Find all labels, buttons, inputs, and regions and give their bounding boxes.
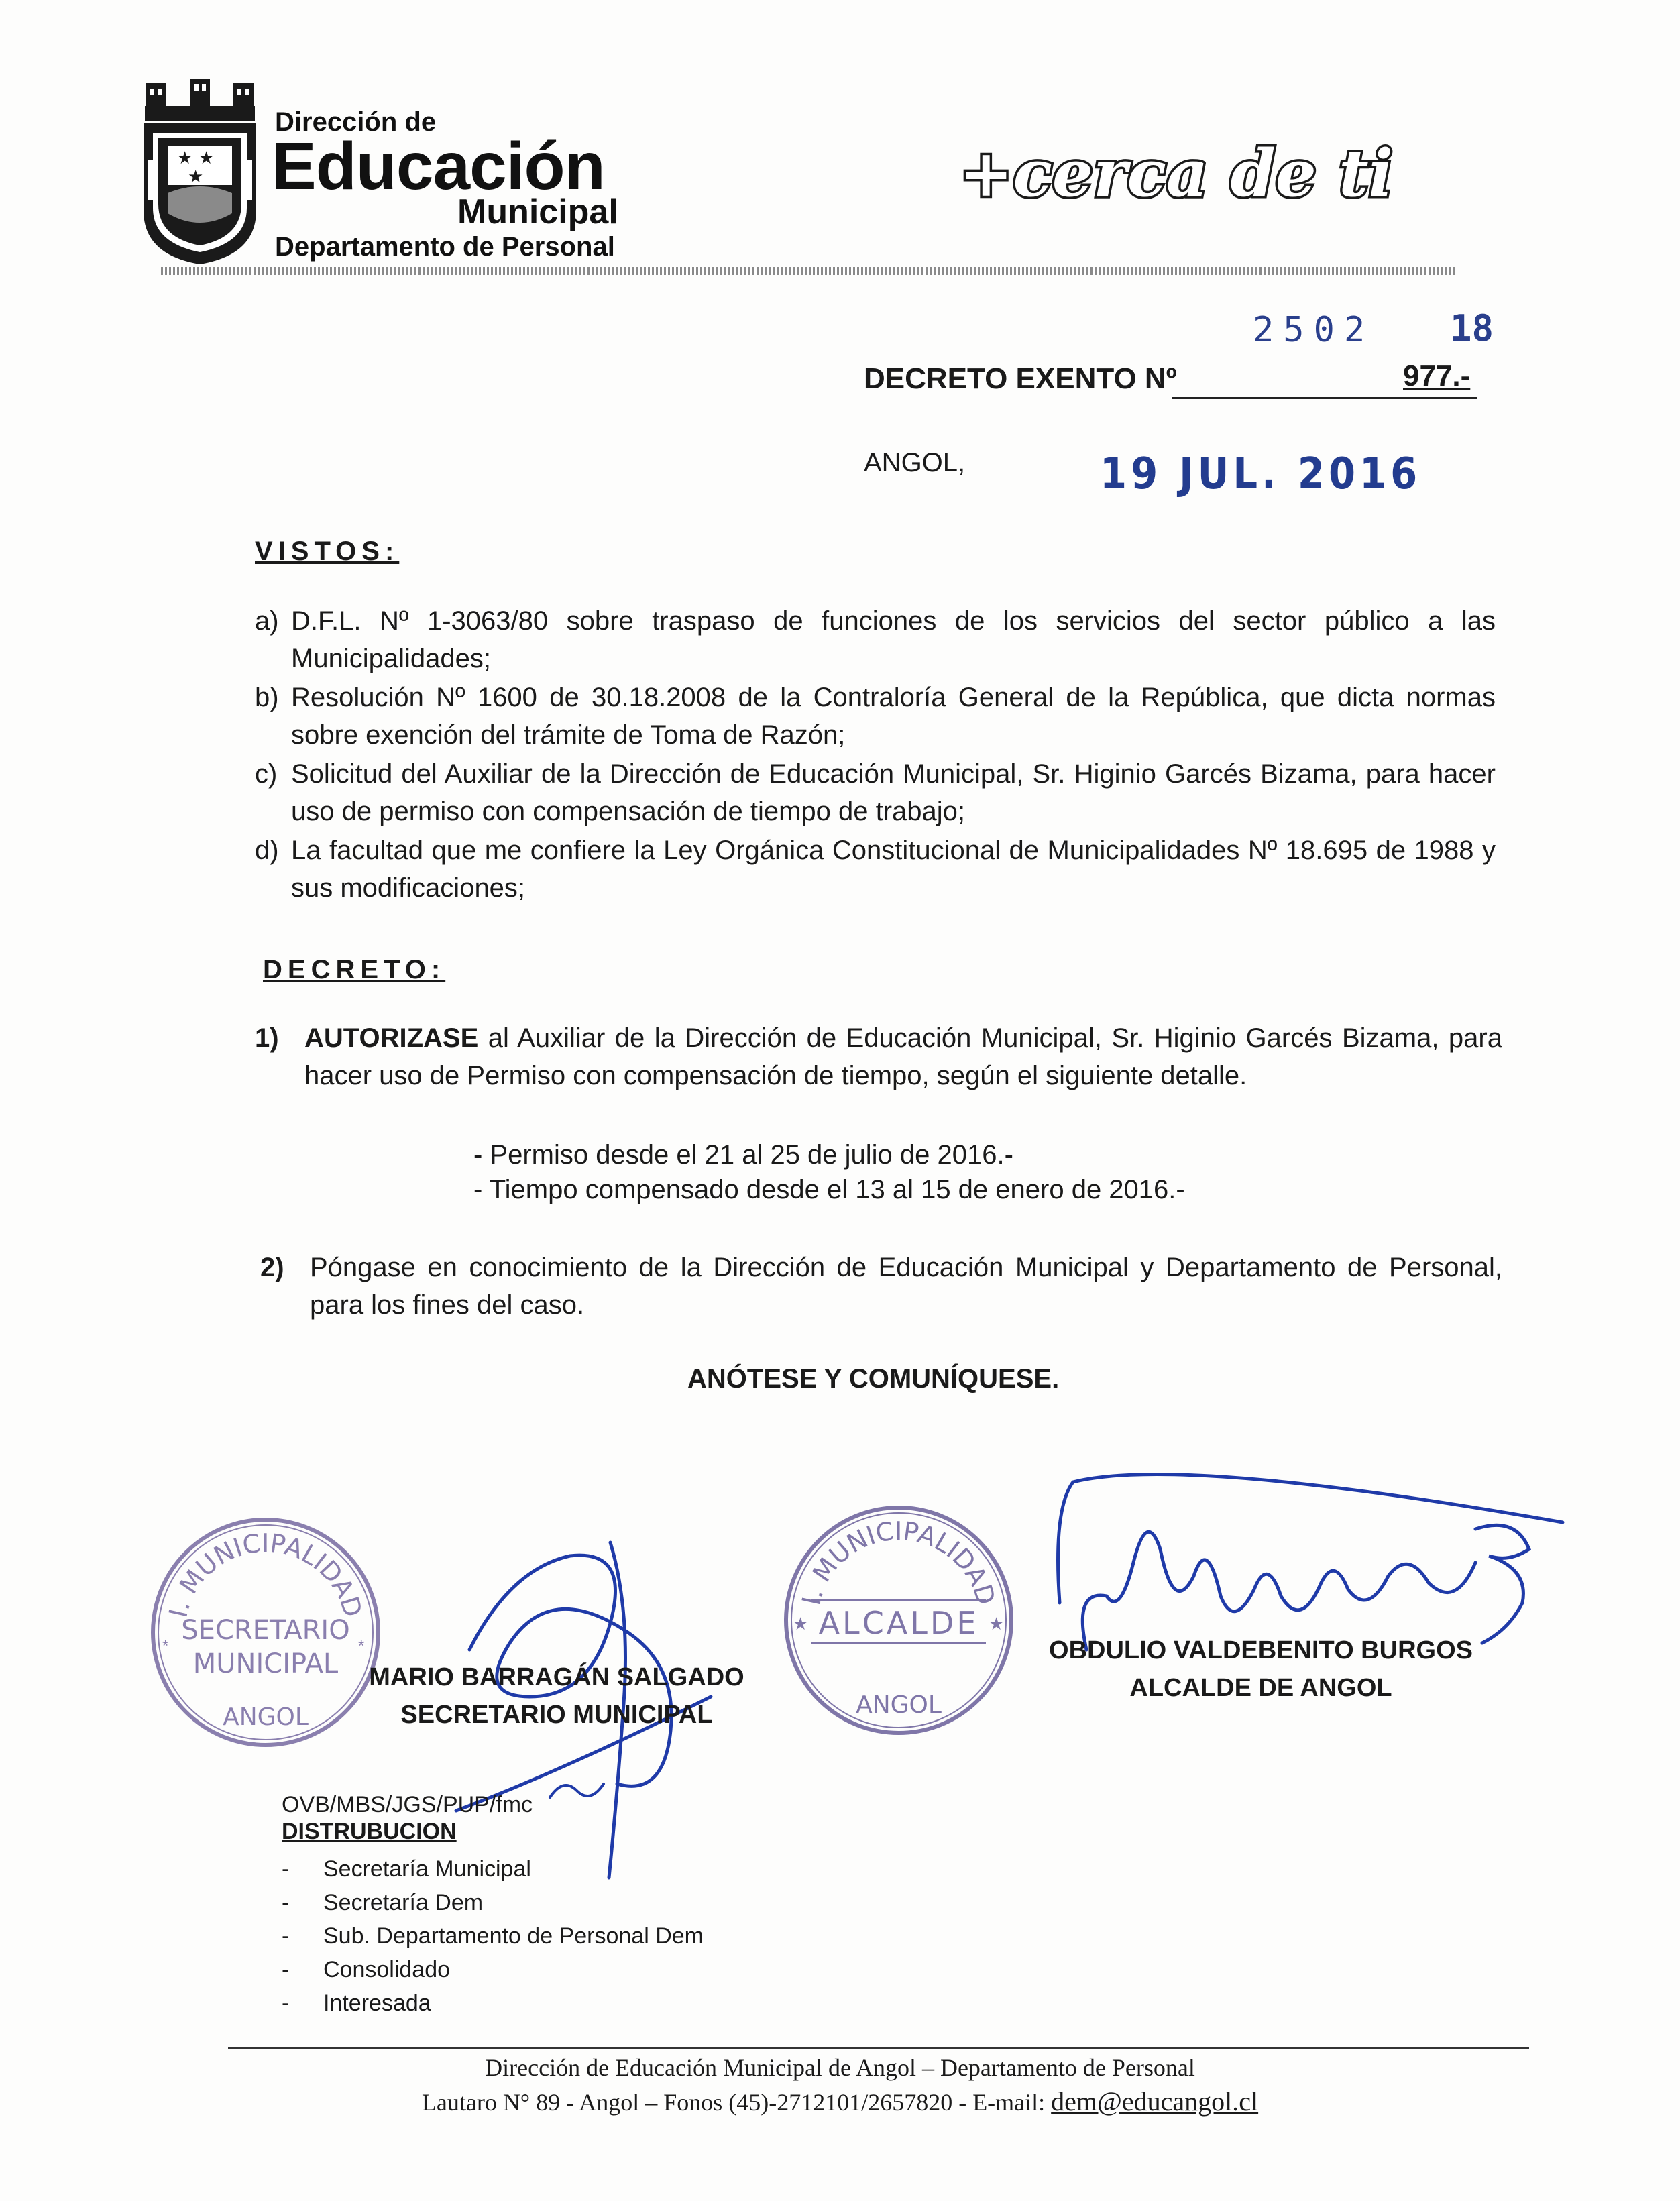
svg-text:SECRETARIO: SECRETARIO: [181, 1615, 350, 1646]
vistos-item-text: Resolución Nº 1600 de 30.18.2008 de la Contraloría General de la República, que dicta normas sobre exención del trámite de Toma de Razón;: [291, 683, 1496, 750]
vistos-item-d: [255, 832, 1496, 907]
vistos-item-mark: d): [255, 836, 279, 865]
decreto-item-bold-word: AUTORIZASE: [304, 1023, 479, 1053]
svg-text:I. MUNICIPALIDAD: I. MUNICIPALIDAD: [796, 1516, 1001, 1609]
svg-text:*: *: [358, 1637, 365, 1655]
footer-line-2: [0, 2086, 1680, 2117]
alcalde-title: ALCALDE DE ANGOL: [1129, 1674, 1392, 1702]
decreto-item-body: al Auxiliar de la Dirección de Educación Municipal, Sr. Higinio Garcés Bizama, para hacer uso de Permiso con compensación de tiempo, según el siguiente detalle.: [304, 1023, 1502, 1090]
header-line-municipal: Municipal: [457, 192, 618, 231]
list-item: - Secretaría Municipal: [282, 1856, 531, 1882]
decreto-item-1: [255, 1019, 1502, 1094]
list-item: - Consolidado: [282, 1957, 451, 1982]
secretario-title: SECRETARIO MUNICIPAL: [400, 1701, 713, 1729]
svg-text:★: ★: [793, 1614, 809, 1634]
vistos-item-text: La facultad que me confiere la Ley Orgánica Constitucional de Municipalidades Nº 18.695 de 1988 y sus modificaciones;: [291, 836, 1496, 903]
decreto-item-text: Póngase en conocimiento de la Dirección de Educación Municipal y Departamento de Personal, para los fines del caso.: [310, 1253, 1502, 1320]
svg-text:★: ★: [199, 148, 215, 168]
header-line-departamento: Departamento de Personal: [275, 232, 615, 262]
decreto-item-mark: 1): [255, 1023, 279, 1053]
list-item: - Sub. Departamento de Personal Dem: [282, 1923, 704, 1949]
distribution-item: Secretaría Municipal: [323, 1856, 531, 1882]
distribution-list: [282, 1852, 704, 2020]
header-divider: [161, 267, 1455, 275]
municipal-crest-logo: [138, 79, 262, 267]
decree-number: 977.-: [1403, 359, 1471, 392]
svg-text:ANGOL: ANGOL: [223, 1703, 309, 1731]
decreto-item-2: [260, 1249, 1502, 1324]
alcalde-stamp: [778, 1500, 1019, 1741]
slogan-cerca-de-ti-logo: [952, 121, 1394, 228]
vistos-item-text: D.F.L. Nº 1-3063/80 sobre traspaso de funciones de los servicios del sector público a las Municipalidades;: [291, 606, 1496, 673]
vistos-item-mark: a): [255, 606, 279, 636]
list-item: - Interesada: [282, 1990, 431, 2016]
list-item: - Secretaría Dem: [282, 1890, 484, 1915]
distribution-item: Interesada: [323, 1990, 431, 2016]
footer-line-1: Dirección de Educación Municipal de Angol – Departamento de Personal: [485, 2054, 1195, 2081]
svg-text:*: *: [162, 1637, 169, 1655]
tiempo-compensado-detail: - Tiempo compensado desde el 13 al 15 de enero de 2016.-: [473, 1175, 1185, 1204]
distribution-item: Sub. Departamento de Personal Dem: [323, 1923, 704, 1949]
decree-label: DECRETO EXENTO Nº: [864, 362, 1177, 395]
decree-number-line: [1172, 397, 1477, 399]
footer-email-link[interactable]: dem@educangol.cl: [1051, 2086, 1259, 2117]
svg-text:ALCALDE: ALCALDE: [818, 1605, 979, 1641]
drafting-initials: OVB/MBS/JGS/PUP/fmc: [282, 1792, 533, 1817]
vistos-item-mark: c): [255, 759, 278, 789]
vistos-item-b: [255, 679, 1496, 754]
decreto-heading: DECRETO:: [263, 955, 446, 984]
decreto-item-text: [304, 1019, 1502, 1094]
svg-text:ANGOL: ANGOL: [856, 1691, 942, 1719]
vistos-item-a: [255, 602, 1496, 677]
header-line-direccion: Dirección de: [275, 107, 437, 137]
svg-text:MUNICIPAL: MUNICIPAL: [192, 1648, 339, 1679]
svg-text:★: ★: [188, 166, 204, 186]
date-stamp: 19 JUL. 2016: [1100, 449, 1422, 499]
svg-text:★: ★: [177, 148, 193, 168]
vistos-item-mark: b): [255, 683, 279, 712]
svg-text:I. MUNICIPALIDAD: I. MUNICIPALIDAD: [163, 1528, 368, 1621]
header-line-educacion: Educación: [272, 129, 605, 204]
place-label: ANGOL,: [864, 448, 966, 477]
alcalde-signature: [1046, 1442, 1569, 1670]
handwritten-register-number: 2502: [1253, 310, 1375, 350]
permiso-detail: - Permiso desde el 21 al 25 de julio de 2016.-: [473, 1140, 1013, 1170]
footer-divider: [228, 2047, 1529, 2049]
vistos-heading: VISTOS:: [255, 537, 400, 566]
footer-address: Lautaro N° 89 - Angol – Fonos (45)-2712101/2657820 - E-mail:: [421, 2089, 1052, 2116]
secretario-name: MARIO BARRAGÁN SALGADO: [369, 1663, 744, 1691]
vistos-item-text: Solicitud del Auxiliar de la Dirección de Educación Municipal, Sr. Higinio Garcés Bizama, para hacer uso de permiso con compensación de tiempo de trabajo;: [291, 759, 1496, 826]
svg-text:+cerca de ti: +cerca de ti: [959, 135, 1394, 211]
svg-text:★: ★: [989, 1614, 1005, 1634]
closing-formula: ANÓTESE Y COMUNÍQUESE.: [687, 1364, 1060, 1394]
handwritten-register-suffix: 18: [1450, 307, 1494, 349]
vistos-item-c: [255, 755, 1496, 830]
distribution-item: Secretaría Dem: [323, 1890, 484, 1915]
distribution-heading: DISTRUBUCION: [282, 1819, 457, 1844]
distribution-item: Consolidado: [323, 1957, 451, 1982]
alcalde-name: OBDULIO VALDEBENITO BURGOS: [1049, 1636, 1473, 1664]
decreto-item-mark: 2): [260, 1253, 284, 1282]
